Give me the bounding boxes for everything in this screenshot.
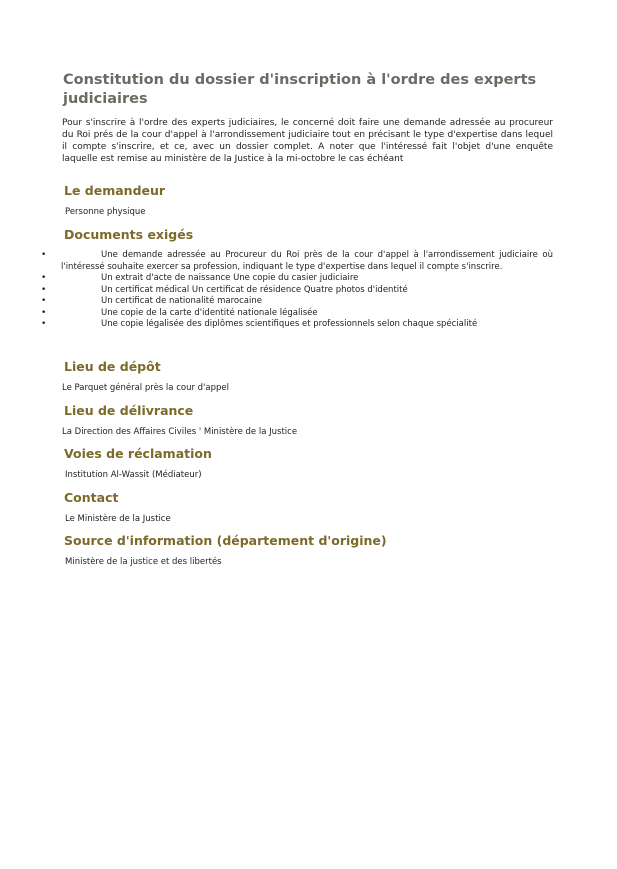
list-item-text: Une demande adressée au Procureur du Roi près de la cour d'appel à l'arrondissement judiciaire où l'intéressé souhaite exercer sa profession, indiquant le type d'expertise dans lequel il compte s'inscrire.: [61, 250, 553, 272]
list-item: [0, 273, 617, 285]
section-heading-demandeur: Le demandeur: [64, 183, 166, 198]
documents-list: [0, 250, 617, 331]
delivrance-text: La Direction des Affaires Civiles ' Ministère de la Justice: [62, 427, 298, 437]
reclamation-text: Institution Al-Wassit (Médiateur): [65, 470, 202, 480]
bullet-icon: •: [41, 307, 47, 318]
section-heading-contact: Contact: [64, 490, 119, 505]
section-heading-source: Source d'information (département d'origine): [64, 533, 387, 548]
section-heading-depot: Lieu de dépôt: [64, 359, 161, 374]
list-item: [0, 285, 617, 297]
bullet-icon: •: [41, 250, 47, 260]
document-title: Constitution du dossier d'inscription à l'ordre des experts judiciaires: [63, 72, 537, 107]
depot-text: Le Parquet général près la cour d'appel: [62, 383, 229, 393]
list-item-text: Un extrait d'acte de naissance Une copie du casier judiciaire: [101, 273, 359, 283]
list-item: [0, 319, 617, 331]
intro-paragraph: Pour s'inscrire à l'ordre des experts judiciaires, le concerné doit faire une demande adressée au procureur du Roi prés de la cour d'appel à l'arrondissement judiciaire tout en précisant le type d'expertise dans lequel il compte s'inscrire, et ce, avec un dossier complet. A noter que l'intéressé fait l'objet d'une enquête laquelle est remise au ministère de la Justice à la mi-octobre le cas échéant: [62, 118, 553, 164]
list-item-text: Une copie légalisée des diplômes scientifiques et professionnels selon chaque spécialité: [101, 319, 478, 329]
section-heading-delivrance: Lieu de délivrance: [64, 403, 194, 418]
section-heading-reclamation: Voies de réclamation: [64, 446, 212, 461]
bullet-icon: •: [41, 296, 47, 306]
list-item-text: Un certificat médical Un certificat de résidence Quatre photos d'identité: [101, 284, 408, 295]
contact-text: Le Ministère de la Justice: [65, 514, 171, 524]
list-item: [0, 250, 617, 273]
bullet-icon: •: [41, 273, 47, 283]
bullet-icon: •: [41, 319, 47, 329]
list-item: [0, 308, 617, 320]
list-item-text: Un certificat de nationalité marocaine: [101, 296, 262, 306]
source-text: Ministère de la justice et des libertés: [65, 557, 222, 567]
demandeur-text: Personne physique: [65, 207, 146, 217]
bullet-icon: •: [41, 284, 47, 295]
section-heading-documents: Documents exigés: [64, 227, 194, 242]
list-item: [0, 296, 617, 308]
list-item-text: Une copie de la carte d'identité nationale légalisée: [101, 307, 318, 318]
